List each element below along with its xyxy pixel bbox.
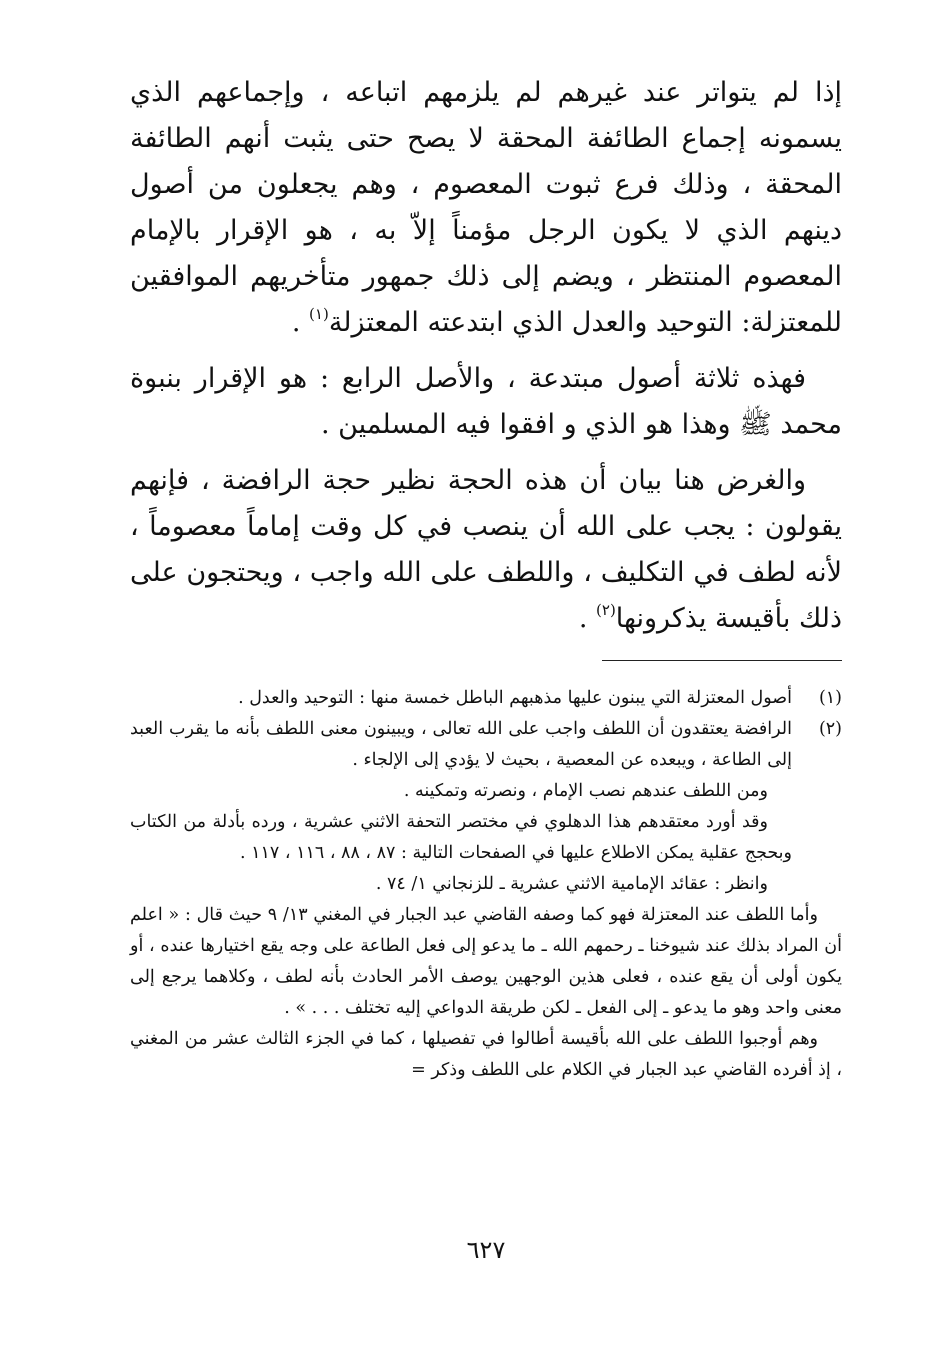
paragraph-3 bbox=[130, 458, 842, 642]
paragraph-3-tail: . bbox=[578, 603, 597, 634]
footnote-2-continuation-second: وهم أوجبوا اللطف على الله بأقيسة أطالوا في تفصيلها ، كما في الجزء الثالث عشر من المغني ، إذ أفرده القاضي عبد الجبار في الكلام على اللطف وذكر = bbox=[130, 1029, 842, 1080]
footnote-2-second: ومن اللطف عندهم نصب الإمام ، ونصرته وتمكينه . bbox=[403, 781, 768, 801]
footnote-2-third: وقد أورد معتقدهم هذا الدهلوي في مختصر التحفة الاثني عشرية ، ورده بأدلة من الكتاب وبحجج عقلية يمكن الاطلاع عليها في الصفحات التالية : ٨٧ ، ٨٨ ، ١١٦ ، ١١٧ . bbox=[130, 812, 792, 863]
footnote-2-fourth: وانظر : عقائد الإمامية الاثني عشرية ـ للزنجاني ١/ ٧٤ . bbox=[375, 874, 768, 894]
paragraph-1 bbox=[130, 70, 842, 346]
paragraph-1-text: إذا لم يتواتر عند غيرهم لم يلزمهم اتباعه ، وإجماعهم الذي يسمونه إجماع الطائفة المحقة لا يصح حتى يثبت أنهم الطائفة المحقة ، وذلك فرع ثبوت المعصوم ، وهم يجعلون من أصول دينهم الذي لا يكون الرجل مؤمناً إلاّ به ، هو الإقرار بالإمام المعصوم المنتظر ، ويضم إلى ذلك جمهور متأخريهم الموافقين للمعتزلة: التوحيد والعدل الذي ابتدعته المعتزلة bbox=[130, 77, 842, 338]
footnote-ref-1: (١) bbox=[309, 305, 329, 323]
paragraph-2 bbox=[130, 356, 842, 448]
footnote-ref-2: (٢) bbox=[596, 601, 616, 619]
main-text bbox=[130, 70, 842, 642]
footnotes bbox=[130, 683, 842, 1086]
footnote-2-number: (٢) bbox=[818, 719, 842, 739]
paragraph-1-tail: . bbox=[291, 307, 310, 338]
footnote-2-continuation bbox=[130, 900, 842, 1086]
footnote-2-continuation-first: وأما اللطف عند المعتزلة فهو كما وصفه القاضي عبد الجبار في المغني ١٣/ ٩ حيث قال : « اعلم أن المراد بذلك عند شيوخنا ـ رحمهم الله ـ ما يدعو إلى فعل الطاعة على وجه يقع اختيارها عنده ، أو يكون أولى أن يقع عنده ، فعلى هذين الوجهين يوصف الأمر الحادث بأنه لطف ، وكلاهما يرجع إلى معنى واحد وهو ما يدعو ـ إلى الفعل ـ لكن طريقة الدواعي إليه تختلف . . . » . bbox=[130, 905, 842, 1018]
book-page bbox=[130, 70, 842, 1350]
page-number: ٦٢٧ bbox=[466, 1236, 506, 1264]
paragraph-2-text: فهذه ثلاثة أصول مبتدعة ، والأصل الرابع : هو الإقرار بنبوة محمد ﷺ وهذا هو الذي و افقوا فيه المسلمين . bbox=[130, 363, 842, 440]
footnote-1-number: (١) bbox=[818, 688, 842, 708]
footnote-separator bbox=[602, 660, 842, 661]
footnote-1-text: أصول المعتزلة التي يبنون عليها مذهبهم الباطل خمسة منها : التوحيد والعدل . bbox=[238, 688, 792, 708]
footnote-1 bbox=[130, 683, 842, 714]
footnote-2-first: الرافضة يعتقدون أن اللطف واجب على الله تعالى ، ويبينون معنى اللطف بأنه ما يقرب العبد إلى الطاعة ، ويبعده عن المعصية ، بحيث لا يؤدي إلى الإلجاء . bbox=[130, 719, 792, 770]
footnote-2 bbox=[130, 714, 842, 900]
paragraph-3-text: والغرض هنا بيان أن هذه الحجة نظير حجة الرافضة ، فإنهم يقولون : يجب على الله أن ينصب في كل وقت إماماً معصوماً ، لأنه لطف في التكليف ، واللطف على الله واجب ، ويحتجون على ذلك بأقيسة يذكرونها bbox=[130, 465, 842, 634]
